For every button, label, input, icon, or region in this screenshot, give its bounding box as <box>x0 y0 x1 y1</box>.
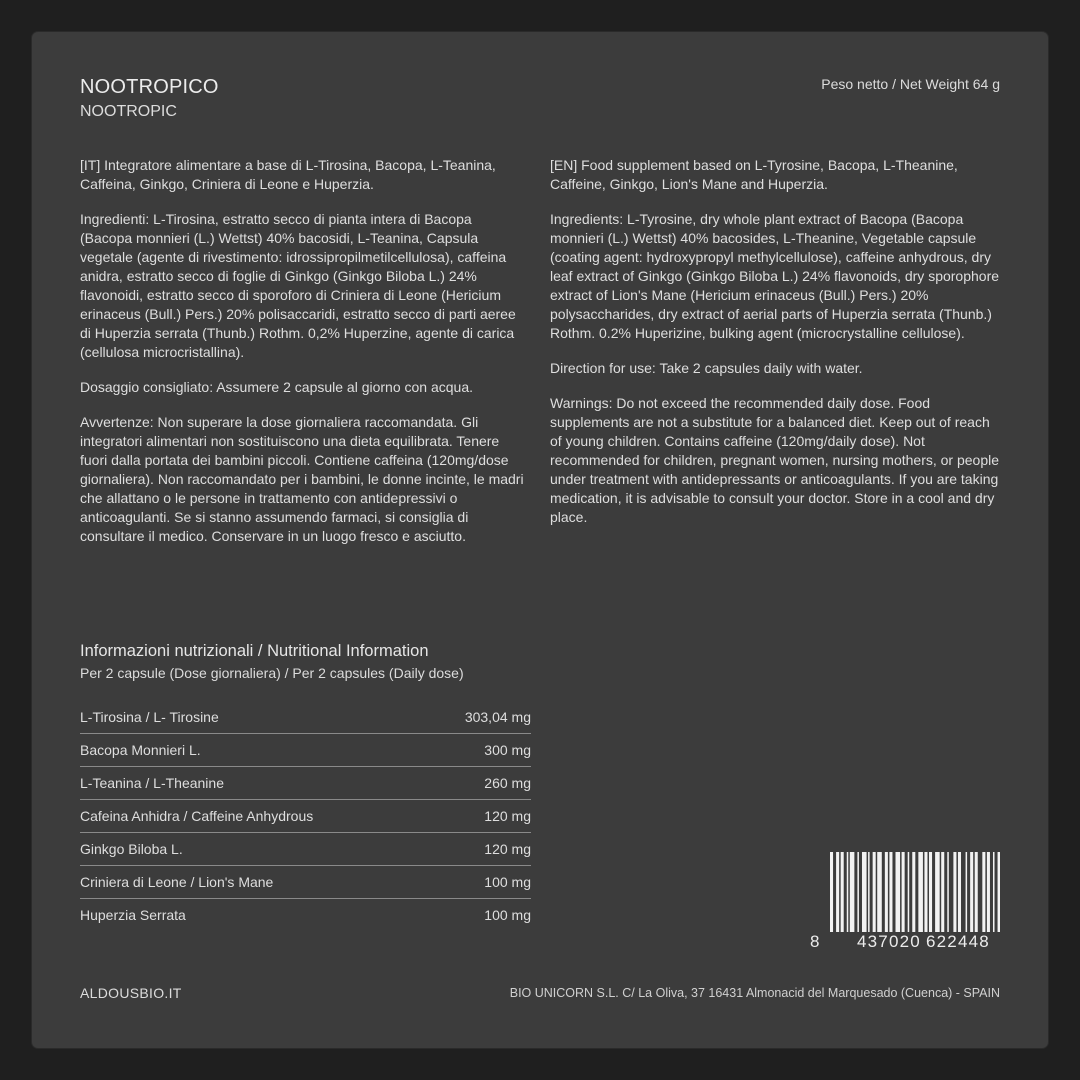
nutrition-row <box>80 899 531 931</box>
nutrition-row <box>80 767 531 800</box>
nutrient-name: Ginkgo Biloba L. <box>80 841 183 857</box>
nutrient-name: Cafeina Anhidra / Caffeine Anhydrous <box>80 808 314 824</box>
it-warnings: Avvertenze: Non superare la dose giornaliera raccomandata. Gli integratori alimentari non sostituiscono una dieta equilibrata. Tenere fuori dalla portata dei bambini piccoli. Contiene caffeina (120mg/dose giornaliera). Non raccomandato per i bambini, le donne incinte, le madri che allattano o le persone in trattamento con antidepressivi o anticoagulanti. Se si stanno assumendo farmaci, si consiglia di consultare il medico. Conservare in un luogo fresco e asciutto. <box>80 414 524 544</box>
nutrition-table <box>80 701 531 931</box>
barcode-bar <box>987 852 990 932</box>
nutrient-name: Bacopa Monnieri L. <box>80 742 201 758</box>
barcode-bar <box>953 852 956 932</box>
barcode-bar <box>889 852 892 932</box>
en-intro: [EN] Food supplement based on L-Tyrosine, Bacopa, L-Theanine, Caffeine, Ginkgo, Lion's Mane and Huperzia. <box>550 157 958 192</box>
nutrient-amount: 300 mg <box>484 742 531 758</box>
barcode-bar <box>847 852 849 932</box>
it-dosage: Dosaggio consigliato: Assumere 2 capsule al giorno con acqua. <box>80 379 474 395</box>
barcode-bar <box>830 852 833 932</box>
nutrient-name: L-Tirosina / L- Tirosine <box>80 709 219 725</box>
barcode-bar <box>836 852 839 932</box>
nutrition-title: Informazioni nutrizionali / Nutritional Information <box>80 642 429 660</box>
product-title: NOOTROPICO <box>80 76 219 98</box>
nutrient-name: L-Teanina / L-Theanine <box>80 775 224 791</box>
nutrient-name: Criniera di Leone / Lion's Mane <box>80 874 274 890</box>
barcode-digit-first: 8 <box>810 932 821 951</box>
barcode-bar <box>975 852 978 932</box>
it-intro: [IT] Integratore alimentare a base di L-Tirosina, Bacopa, L-Teanina, Caffeina, Ginkgo, Criniera di Leone e Huperzia. <box>80 157 496 192</box>
nutrition-row <box>80 800 531 833</box>
barcode-bar <box>873 852 876 932</box>
barcode-bar <box>929 852 932 932</box>
nutrient-name: Huperzia Serrata <box>80 907 186 923</box>
nutrition-row <box>80 701 531 734</box>
barcode-bar <box>947 852 949 932</box>
barcode-bar <box>908 852 910 932</box>
english-column <box>550 156 1002 543</box>
barcode-bar <box>958 852 961 932</box>
barcode-image <box>830 852 1000 932</box>
company-address: BIO UNICORN S.L. C/ La Oliva, 37 16431 Almonacid del Marquesado (Cuenca) - SPAIN <box>509 986 1000 1000</box>
barcode-bar <box>941 852 944 932</box>
product-subtitle: NOOTROPIC <box>80 103 177 120</box>
en-ingredients: Ingredients: L-Tyrosine, dry whole plant extract of Bacopa (Bacopa monnieri (L.) Wettst) 40% bacosides, L-Theanine, Vegetable capsule (coating agent: hydroxypropyl methylcellulose), caffeine anhydrous, dry leaf extract of Ginkgo (Ginkgo Biloba L.) 24% flavonoids, dry sporophore extract of Lion's Mane (Hericium erinaceus (Bull.) Pers.) 20% polysaccharides, dry extract of aerial parts of Huperzia serrata (Thunb.) Rothm. 0.2% Huperizine, bulking agent (microcrystalline cellulose). <box>550 211 1000 341</box>
barcode-bar <box>896 852 901 932</box>
website-link[interactable]: ALDOUSBIO.IT <box>80 985 182 1001</box>
barcode-bar <box>935 852 940 932</box>
barcode-bar <box>862 852 867 932</box>
product-label <box>32 32 1048 1048</box>
nutrition-row <box>80 734 531 767</box>
it-ingredients: Ingredienti: L-Tirosina, estratto secco di pianta intera di Bacopa (Bacopa monnieri (L.) Wettst) 40% bacosidi, L-Teanina, Capsula vegetale (agente di rivestimento: idrossipropilmetilcellulosa), caffeina anidra, estratto secco di foglie di Ginkgo (Ginkgo Biloba L.) 24% flavonoidi, estratto secco di sporoforo di Criniera di Leone (Hericium erinaceus (Bull.) Pers.) 20% polisaccaridi, estratto secco di parti aeree di Huperzia serrata (Thunb.) Rothm. 0,2% Huperzine, agente di carica (cellulosa microcristallina). <box>80 211 516 360</box>
nutrient-amount: 260 mg <box>484 775 531 791</box>
italian-column <box>80 156 525 562</box>
nutrient-amount: 100 mg <box>484 874 531 890</box>
barcode-digits-left: 437020 <box>857 932 921 951</box>
net-weight: Peso netto / Net Weight 64 g <box>821 76 1000 92</box>
nutrition-subtitle: Per 2 capsule (Dose giornaliera) / Per 2 capsules (Daily dose) <box>80 665 464 681</box>
barcode-bar <box>850 852 855 932</box>
barcode-bar <box>993 852 995 932</box>
nutrient-amount: 120 mg <box>484 808 531 824</box>
nutrient-amount: 120 mg <box>484 841 531 857</box>
barcode-bar <box>998 852 1000 932</box>
barcode-bar <box>857 852 859 932</box>
barcode-bar <box>902 852 905 932</box>
nutrition-row <box>80 866 531 899</box>
en-warnings: Warnings: Do not exceed the recommended daily dose. Food supplements are not a substitute for a balanced diet. Keep out of reach of young children. Contains caffeine (120mg/daily dose). Not recommended for children, pregnant women, nursing mothers, or people under treatment with antidepressants or anticoagulants. If you are taking medication, it is advisable to consult your doctor. Store in a cool and dry place. <box>550 395 1000 525</box>
nutrient-amount: 100 mg <box>484 907 531 923</box>
barcode-bar <box>918 852 923 932</box>
barcode-digits-right: 622448 <box>926 932 990 951</box>
barcode-bar <box>966 852 968 932</box>
barcode-bar <box>924 852 927 932</box>
barcode-bar <box>877 852 882 932</box>
barcode-bar <box>970 852 973 932</box>
barcode-bar <box>982 852 985 932</box>
nutrition-row <box>80 833 531 866</box>
en-dosage: Direction for use: Take 2 capsules daily with water. <box>550 360 863 376</box>
barcode-bar <box>841 852 844 932</box>
barcode-bar <box>868 852 870 932</box>
nutrient-amount: 303,04 mg <box>464 709 531 725</box>
barcode-bar <box>912 852 915 932</box>
barcode-bar <box>885 852 888 932</box>
